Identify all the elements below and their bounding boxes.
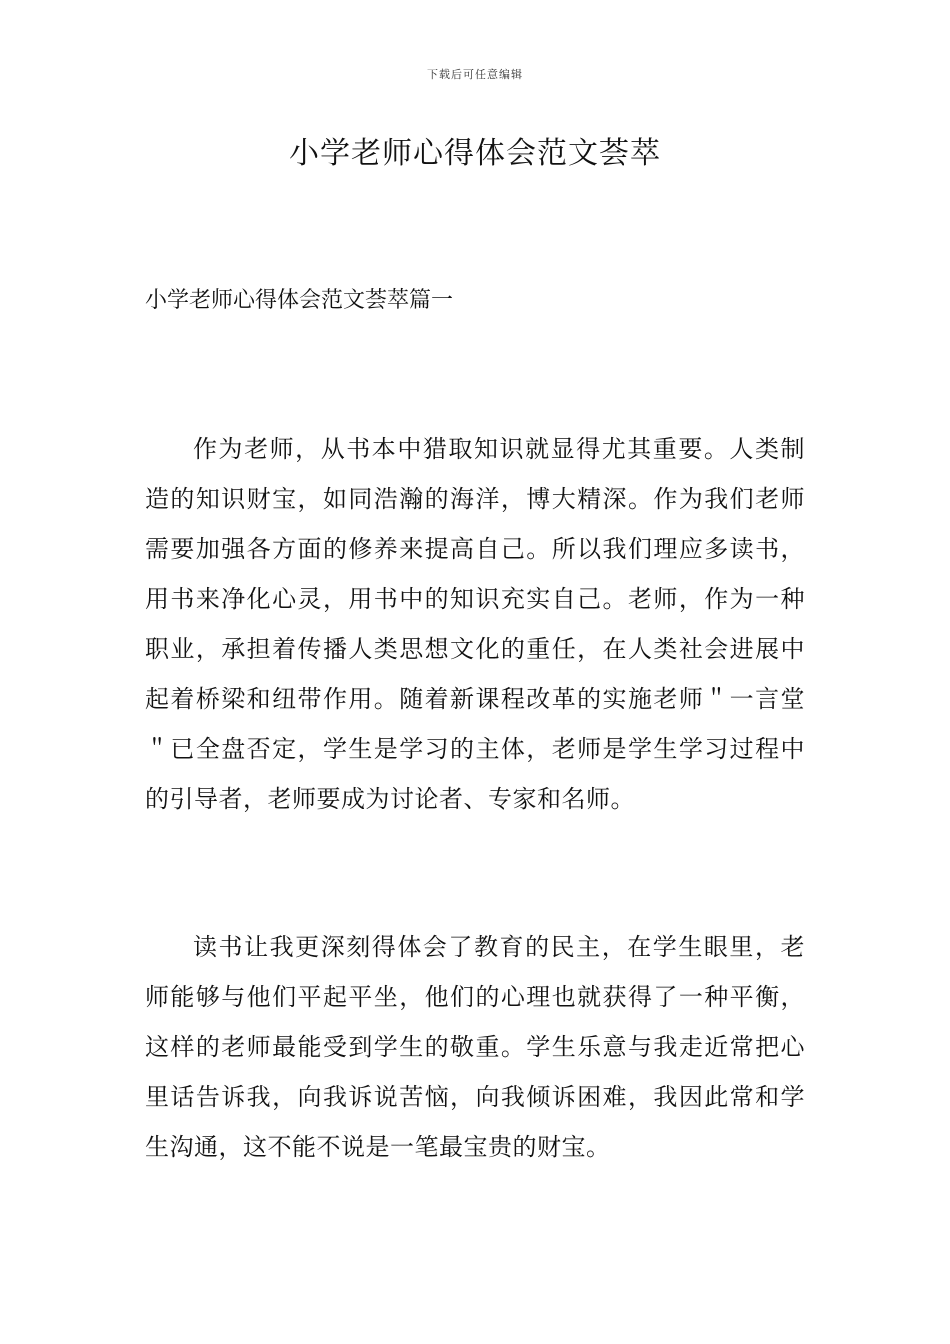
document-title: 小学老师心得体会范文荟萃 xyxy=(289,136,661,171)
header-note: 下载后可任意编辑 xyxy=(427,68,523,81)
section-heading: 小学老师心得体会范文荟萃篇一 xyxy=(145,288,454,313)
body-paragraph-2: 读书让我更深刻得体会了教育的民主，在学生眼里，老师能够与他们平起平坐，他们的心理也就获得了一种平衡，这样的老师最能受到学生的敬重。学生乐意与我走近常把心里话告诉我，向我诉说苦恼，向我倾诉困难，我因此常和学生沟通，这不能不说是一笔最宝贵的财宝。 xyxy=(145,933,805,1161)
body-paragraph-1: 作为老师，从书本中猎取知识就显得尤其重要。人类制造的知识财宝，如同浩瀚的海洋，博大精深。作为我们老师需要加强各方面的修养来提高自己。所以我们理应多读书，用书来净化心灵，用书中的知识充实自己。老师，作为一种职业，承担着传播人类思想文化的重任，在人类社会进展中起着桥梁和纽带作用。随着新课程改革的实施老师＂一言堂＂已全盘否定，学生是学习的主体，老师是学生学习过程中的引导者，老师要成为讨论者、专家和名师。 xyxy=(145,435,805,813)
